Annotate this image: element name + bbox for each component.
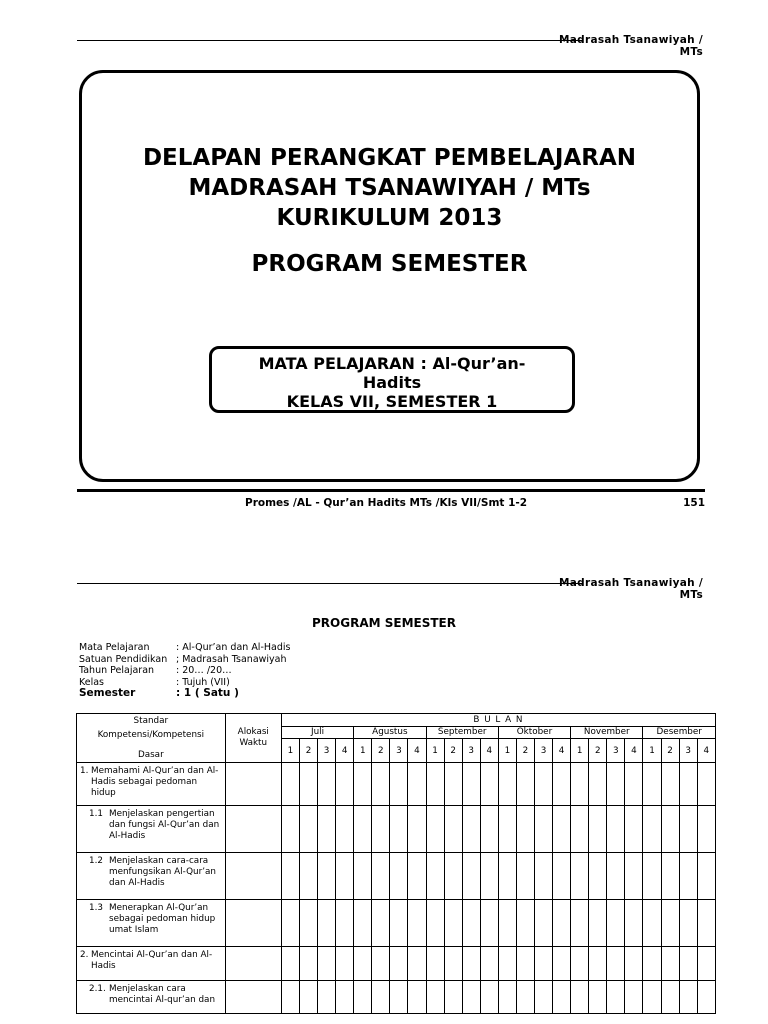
meta-key: Semester	[79, 687, 136, 699]
week-number: 2	[661, 739, 679, 763]
week-cell	[643, 763, 661, 806]
week-cell	[516, 947, 534, 981]
header-school	[559, 577, 703, 601]
week-cell	[462, 947, 480, 981]
month-header: Agustus	[354, 726, 426, 739]
meta-row-semester	[79, 688, 290, 700]
week-cell	[354, 981, 372, 1014]
week-cell	[625, 947, 643, 981]
footer-page-number: 151	[683, 497, 705, 509]
week-cell	[408, 806, 426, 853]
meta-value: : 20… /20…	[176, 665, 232, 676]
week-cell	[498, 763, 516, 806]
week-cell	[516, 763, 534, 806]
week-cell	[607, 981, 625, 1014]
competency-cell	[77, 900, 226, 947]
week-cell	[607, 947, 625, 981]
week-cell	[299, 853, 317, 900]
week-cell	[281, 853, 299, 900]
week-number: 1	[281, 739, 299, 763]
week-cell	[299, 806, 317, 853]
week-cell	[299, 981, 317, 1014]
competency-text	[80, 950, 222, 972]
week-number: 4	[408, 739, 426, 763]
week-cell	[281, 947, 299, 981]
competency-text	[89, 903, 222, 936]
week-number: 3	[534, 739, 552, 763]
week-cell	[498, 981, 516, 1014]
competency-number: 1.2	[89, 856, 103, 866]
page1-header	[77, 34, 705, 60]
page2-header	[77, 577, 705, 603]
competency-cell	[77, 947, 226, 981]
competency-cell	[77, 981, 226, 1014]
week-cell	[354, 947, 372, 981]
week-cell	[679, 763, 697, 806]
header-rule	[77, 583, 582, 584]
competency-text	[80, 766, 222, 799]
week-cell	[516, 853, 534, 900]
col-alokasi-line1: Alokasi	[237, 727, 269, 737]
week-cell	[625, 806, 643, 853]
week-cell	[444, 900, 462, 947]
week-number: 2	[589, 739, 607, 763]
week-cell	[281, 900, 299, 947]
col-alokasi-waktu	[225, 714, 281, 763]
week-cell	[571, 981, 589, 1014]
footer-document-label: Promes /AL - Qur’an Hadits MTs /Kls VII/Smt 1-2	[245, 497, 528, 509]
week-cell	[697, 947, 715, 981]
alokasi-cell	[225, 763, 281, 806]
week-cell	[318, 947, 336, 981]
program-semester-title: PROGRAM SEMESTER	[312, 616, 456, 630]
week-cell	[408, 900, 426, 947]
week-cell	[589, 806, 607, 853]
week-cell	[534, 947, 552, 981]
week-cell	[299, 900, 317, 947]
week-cell	[372, 853, 390, 900]
week-number: 3	[607, 739, 625, 763]
week-cell	[444, 853, 462, 900]
week-cell	[571, 806, 589, 853]
header-school	[559, 34, 703, 58]
meta-value: : 1 ( Satu )	[176, 687, 239, 699]
week-number: 1	[643, 739, 661, 763]
competency-number: 2.	[80, 950, 89, 960]
week-cell	[444, 947, 462, 981]
competency-description: Menjelaskan pengertian dan fungsi Al-Qur’an dan Al-Hadis	[109, 809, 220, 841]
week-cell	[553, 900, 571, 947]
week-cell	[390, 763, 408, 806]
table-row	[77, 763, 716, 806]
week-number: 2	[444, 739, 462, 763]
meta-value: : Tujuh (VII)	[176, 676, 230, 688]
col-standar-line3: Dasar	[137, 750, 164, 760]
week-cell	[534, 763, 552, 806]
week-number: 4	[553, 739, 571, 763]
week-cell	[318, 853, 336, 900]
week-cell	[553, 763, 571, 806]
week-cell	[679, 900, 697, 947]
competency-description: Menjelaskan cara mencintai Al-qur’an dan	[109, 984, 216, 1005]
week-cell	[643, 947, 661, 981]
week-cell	[589, 981, 607, 1014]
table-row	[77, 853, 716, 900]
week-number: 1	[571, 739, 589, 763]
meta-key: Satuan Pendidikan	[79, 653, 168, 665]
cover-title-line3: KURIKULUM 2013	[276, 205, 503, 231]
week-cell	[426, 763, 444, 806]
week-cell	[589, 947, 607, 981]
competency-number: 2.1.	[89, 984, 106, 994]
week-cell	[408, 981, 426, 1014]
week-cell	[607, 806, 625, 853]
meta-value: ; Madrasah Tsanawiyah	[176, 653, 287, 665]
week-number: 1	[498, 739, 516, 763]
header-row	[77, 714, 716, 727]
week-cell	[589, 900, 607, 947]
cover-title-line1: DELAPAN PERANGKAT PEMBELAJARAN	[142, 145, 637, 171]
meta-info	[79, 642, 290, 700]
week-cell	[625, 981, 643, 1014]
week-cell	[336, 763, 354, 806]
week-cell	[462, 853, 480, 900]
week-cell	[553, 853, 571, 900]
week-cell	[534, 981, 552, 1014]
week-cell	[480, 947, 498, 981]
col-standar-line1: Standar	[133, 716, 169, 726]
week-cell	[643, 981, 661, 1014]
week-number: 4	[336, 739, 354, 763]
cover-subtitle: PROGRAM SEMESTER	[251, 251, 528, 277]
meta-row	[79, 665, 290, 677]
competency-description: Memahami Al-Qur’an dan Al-Hadis sebagai pedoman hidup	[91, 766, 219, 798]
alokasi-cell	[225, 806, 281, 853]
week-cell	[571, 947, 589, 981]
week-number: 2	[372, 739, 390, 763]
week-cell	[390, 806, 408, 853]
week-cell	[390, 947, 408, 981]
week-cell	[661, 806, 679, 853]
week-cell	[426, 981, 444, 1014]
week-cell	[299, 763, 317, 806]
meta-value: : Al-Qur’an dan Al-Hadis	[176, 642, 291, 653]
competency-description: Menjelaskan cara-cara menfungsikan Al-Qur’an dan Al-Hadis	[109, 856, 216, 888]
week-number: 1	[354, 739, 372, 763]
week-number: 2	[516, 739, 534, 763]
week-cell	[462, 763, 480, 806]
week-cell	[281, 763, 299, 806]
table-row	[77, 981, 716, 1014]
week-cell	[679, 806, 697, 853]
week-cell	[372, 900, 390, 947]
week-cell	[390, 853, 408, 900]
month-header: November	[571, 726, 643, 739]
week-number: 3	[679, 739, 697, 763]
week-cell	[372, 981, 390, 1014]
competency-text	[89, 856, 222, 889]
header-school-line2: MTs	[679, 589, 703, 601]
table-row	[77, 947, 716, 981]
week-cell	[643, 900, 661, 947]
week-number: 2	[299, 739, 317, 763]
week-cell	[643, 853, 661, 900]
header-rule	[77, 40, 582, 41]
week-cell	[679, 853, 697, 900]
footer-rule	[77, 489, 705, 492]
week-cell	[480, 981, 498, 1014]
week-cell	[498, 947, 516, 981]
week-cell	[697, 981, 715, 1014]
competency-description: Menerapkan Al-Qur’an sebagai pedoman hidup umat Islam	[109, 903, 216, 935]
week-cell	[607, 763, 625, 806]
week-cell	[661, 763, 679, 806]
week-cell	[571, 853, 589, 900]
week-cell	[408, 853, 426, 900]
week-cell	[607, 853, 625, 900]
week-cell	[354, 763, 372, 806]
week-cell	[354, 853, 372, 900]
week-cell	[318, 900, 336, 947]
week-cell	[534, 853, 552, 900]
competency-text	[89, 809, 222, 842]
week-cell	[462, 900, 480, 947]
week-cell	[534, 900, 552, 947]
week-cell	[697, 900, 715, 947]
col-standar-kompetensi	[77, 714, 226, 763]
col-alokasi-line2: Waktu	[239, 738, 268, 748]
competency-cell	[77, 806, 226, 853]
week-cell	[697, 853, 715, 900]
meta-key: Mata Pelajaran	[79, 642, 150, 653]
week-cell	[426, 900, 444, 947]
week-cell	[643, 806, 661, 853]
competency-number: 1.	[80, 766, 89, 776]
week-cell	[336, 981, 354, 1014]
week-cell	[625, 763, 643, 806]
header-school-line2: MTs	[679, 46, 703, 58]
week-cell	[661, 981, 679, 1014]
week-cell	[462, 806, 480, 853]
meta-key: Kelas	[79, 676, 105, 688]
alokasi-cell	[225, 853, 281, 900]
week-cell	[281, 806, 299, 853]
col-standar-line2: Kompetensi/Kompetensi	[97, 730, 205, 740]
competency-cell	[77, 853, 226, 900]
week-cell	[426, 853, 444, 900]
week-cell	[426, 947, 444, 981]
week-cell	[336, 853, 354, 900]
week-cell	[372, 947, 390, 981]
week-cell	[444, 806, 462, 853]
competency-number: 1.3	[89, 903, 103, 913]
week-cell	[589, 853, 607, 900]
meta-key: Tahun Pelajaran	[79, 665, 155, 676]
week-cell	[444, 763, 462, 806]
week-cell	[318, 981, 336, 1014]
table-row	[77, 900, 716, 947]
week-cell	[408, 763, 426, 806]
week-cell	[372, 763, 390, 806]
week-cell	[354, 806, 372, 853]
week-number: 4	[697, 739, 715, 763]
cover-title-line2: MADRASAH TSANAWIYAH / MTs	[188, 175, 591, 201]
week-cell	[336, 900, 354, 947]
program-semester-table	[76, 713, 716, 1014]
week-cell	[697, 806, 715, 853]
header-school-line1: Madrasah Tsanawiyah /	[559, 577, 703, 589]
month-header: Desember	[643, 726, 716, 739]
week-cell	[390, 981, 408, 1014]
week-cell	[281, 981, 299, 1014]
week-cell	[661, 947, 679, 981]
month-header: Oktober	[498, 726, 570, 739]
week-cell	[553, 947, 571, 981]
week-cell	[480, 806, 498, 853]
week-cell	[408, 947, 426, 981]
cover-frame	[79, 70, 700, 482]
competency-cell	[77, 763, 226, 806]
week-cell	[589, 763, 607, 806]
competency-description: Mencintai Al-Qur’an dan Al-Hadis	[91, 950, 213, 971]
week-cell	[462, 981, 480, 1014]
week-cell	[516, 806, 534, 853]
week-number: 4	[480, 739, 498, 763]
subject-box-line1: MATA PELAJARAN : Al-Qur’an-	[258, 354, 526, 373]
week-cell	[354, 900, 372, 947]
week-cell	[336, 947, 354, 981]
week-cell	[534, 806, 552, 853]
week-cell	[553, 806, 571, 853]
cover-title	[82, 143, 697, 233]
week-cell	[553, 981, 571, 1014]
week-number: 3	[462, 739, 480, 763]
week-cell	[498, 900, 516, 947]
week-cell	[516, 981, 534, 1014]
subject-box	[209, 346, 575, 413]
week-number: 4	[625, 739, 643, 763]
header-school-line1: Madrasah Tsanawiyah /	[559, 34, 703, 46]
week-cell	[426, 806, 444, 853]
week-cell	[498, 806, 516, 853]
meta-row	[79, 654, 290, 666]
week-cell	[679, 981, 697, 1014]
week-cell	[336, 806, 354, 853]
week-cell	[679, 947, 697, 981]
subject-box-line3: KELAS VII, SEMESTER 1	[286, 392, 498, 411]
week-cell	[318, 763, 336, 806]
week-number: 3	[390, 739, 408, 763]
week-cell	[697, 763, 715, 806]
alokasi-cell	[225, 981, 281, 1014]
alokasi-cell	[225, 900, 281, 947]
week-number: 1	[426, 739, 444, 763]
week-cell	[625, 853, 643, 900]
week-cell	[390, 900, 408, 947]
week-cell	[498, 853, 516, 900]
table-row	[77, 806, 716, 853]
week-cell	[299, 947, 317, 981]
week-cell	[661, 853, 679, 900]
week-cell	[444, 981, 462, 1014]
week-cell	[625, 900, 643, 947]
month-header: Juli	[281, 726, 353, 739]
week-cell	[480, 853, 498, 900]
week-cell	[480, 763, 498, 806]
week-cell	[571, 763, 589, 806]
bulan-header: B U L A N	[281, 714, 715, 727]
subject-box-line2: Hadits	[362, 373, 422, 392]
competency-text	[89, 984, 222, 1006]
week-cell	[516, 900, 534, 947]
week-cell	[571, 900, 589, 947]
week-cell	[607, 900, 625, 947]
week-cell	[372, 806, 390, 853]
alokasi-cell	[225, 947, 281, 981]
meta-row	[79, 642, 290, 654]
competency-number: 1.1	[89, 809, 103, 819]
week-cell	[318, 806, 336, 853]
week-cell	[661, 900, 679, 947]
week-number: 3	[318, 739, 336, 763]
week-cell	[480, 900, 498, 947]
month-header: September	[426, 726, 498, 739]
